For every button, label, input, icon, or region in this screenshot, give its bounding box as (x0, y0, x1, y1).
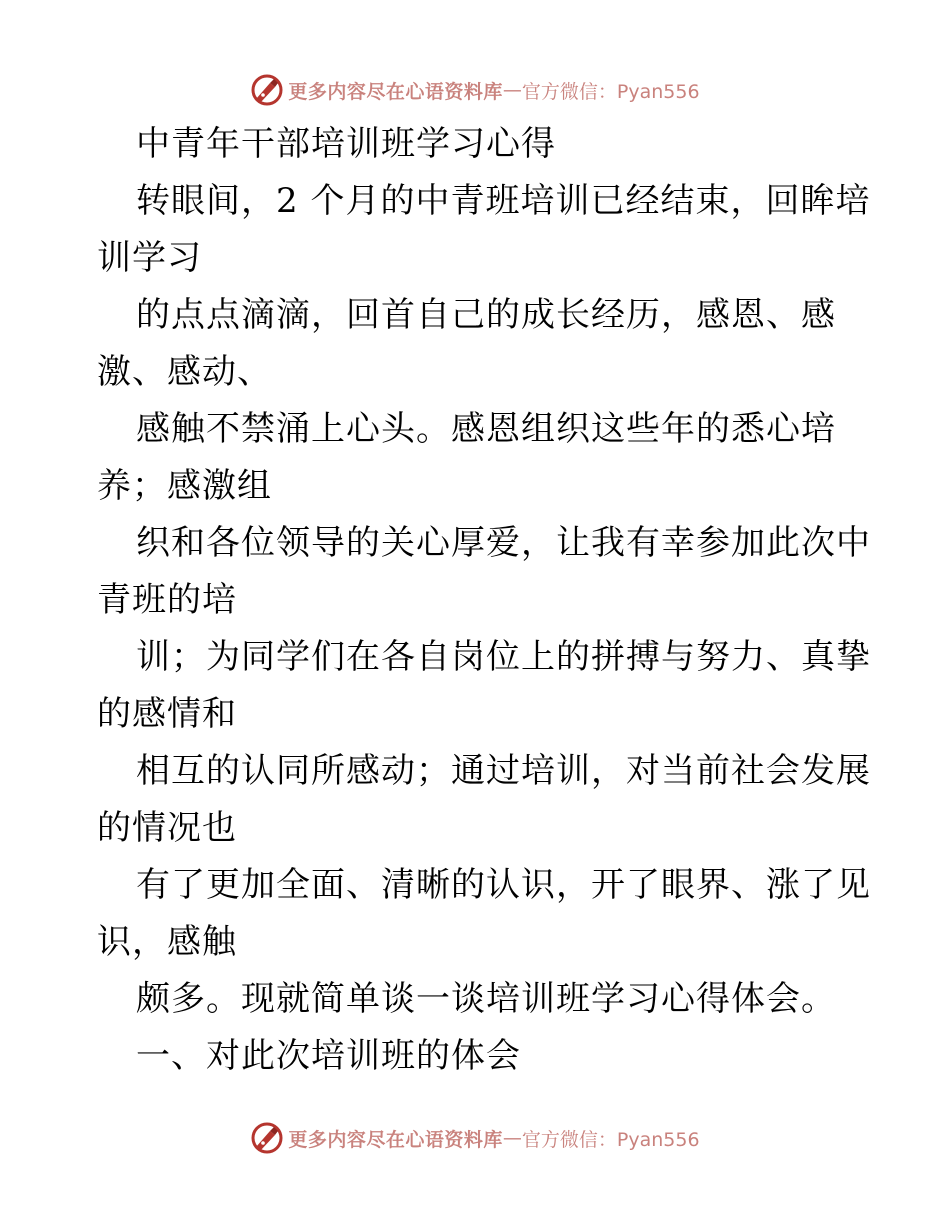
paragraph-line: 识，感触 (97, 922, 237, 962)
paragraph-line: 训学习 (97, 238, 202, 278)
paragraph-line: 织和各位领导的关心厚爱，让我有幸参加此次中 (136, 523, 871, 563)
paragraph-line: 的情况也 (97, 808, 237, 848)
document-body (97, 116, 871, 1085)
paragraph-line: 有了更加全面、清晰的认识，开了眼界、涨了见 (136, 865, 871, 905)
paragraph-line: 相互的认同所感动；通过培训，对当前社会发展 (136, 751, 871, 791)
paragraph-line: 激、感动、 (97, 352, 272, 392)
banner-slogan: 更多内容尽在心语资料库 (288, 80, 503, 103)
paragraph-line: 感触不禁涌上心头。感恩组织这些年的悉心培 (136, 409, 836, 449)
pen-logo-icon (250, 73, 284, 107)
banner-wechat: 官方微信：Pyan556 (521, 80, 700, 103)
banner-dash: — (502, 1127, 522, 1149)
paragraph-line: 颇多。现就简单谈一谈培训班学习心得体会。 (136, 979, 836, 1019)
paragraph-line: 养；感激组 (97, 466, 272, 506)
banner-wechat: 官方微信：Pyan556 (521, 1128, 700, 1151)
section-heading: 一、对此次培训班的体会 (136, 1036, 521, 1076)
pen-logo-icon (250, 1121, 284, 1155)
header-banner (0, 70, 950, 110)
banner-dash: — (502, 79, 522, 101)
paragraph-line: 的点点滴滴，回首自己的成长经历，感恩、感 (136, 295, 836, 335)
paragraph-line: 训；为同学们在各自岗位上的拼搏与努力、真挚 (136, 637, 871, 677)
banner-slogan: 更多内容尽在心语资料库 (288, 1128, 503, 1151)
paragraph-line: 转眼间，2 个月的中青班培训已经结束，回眸培 (136, 181, 871, 221)
paragraph-line: 的感情和 (97, 694, 237, 734)
document-title: 中青年干部培训班学习心得 (136, 124, 556, 164)
paragraph-line: 青班的培 (97, 580, 237, 620)
footer-banner (0, 1118, 950, 1158)
